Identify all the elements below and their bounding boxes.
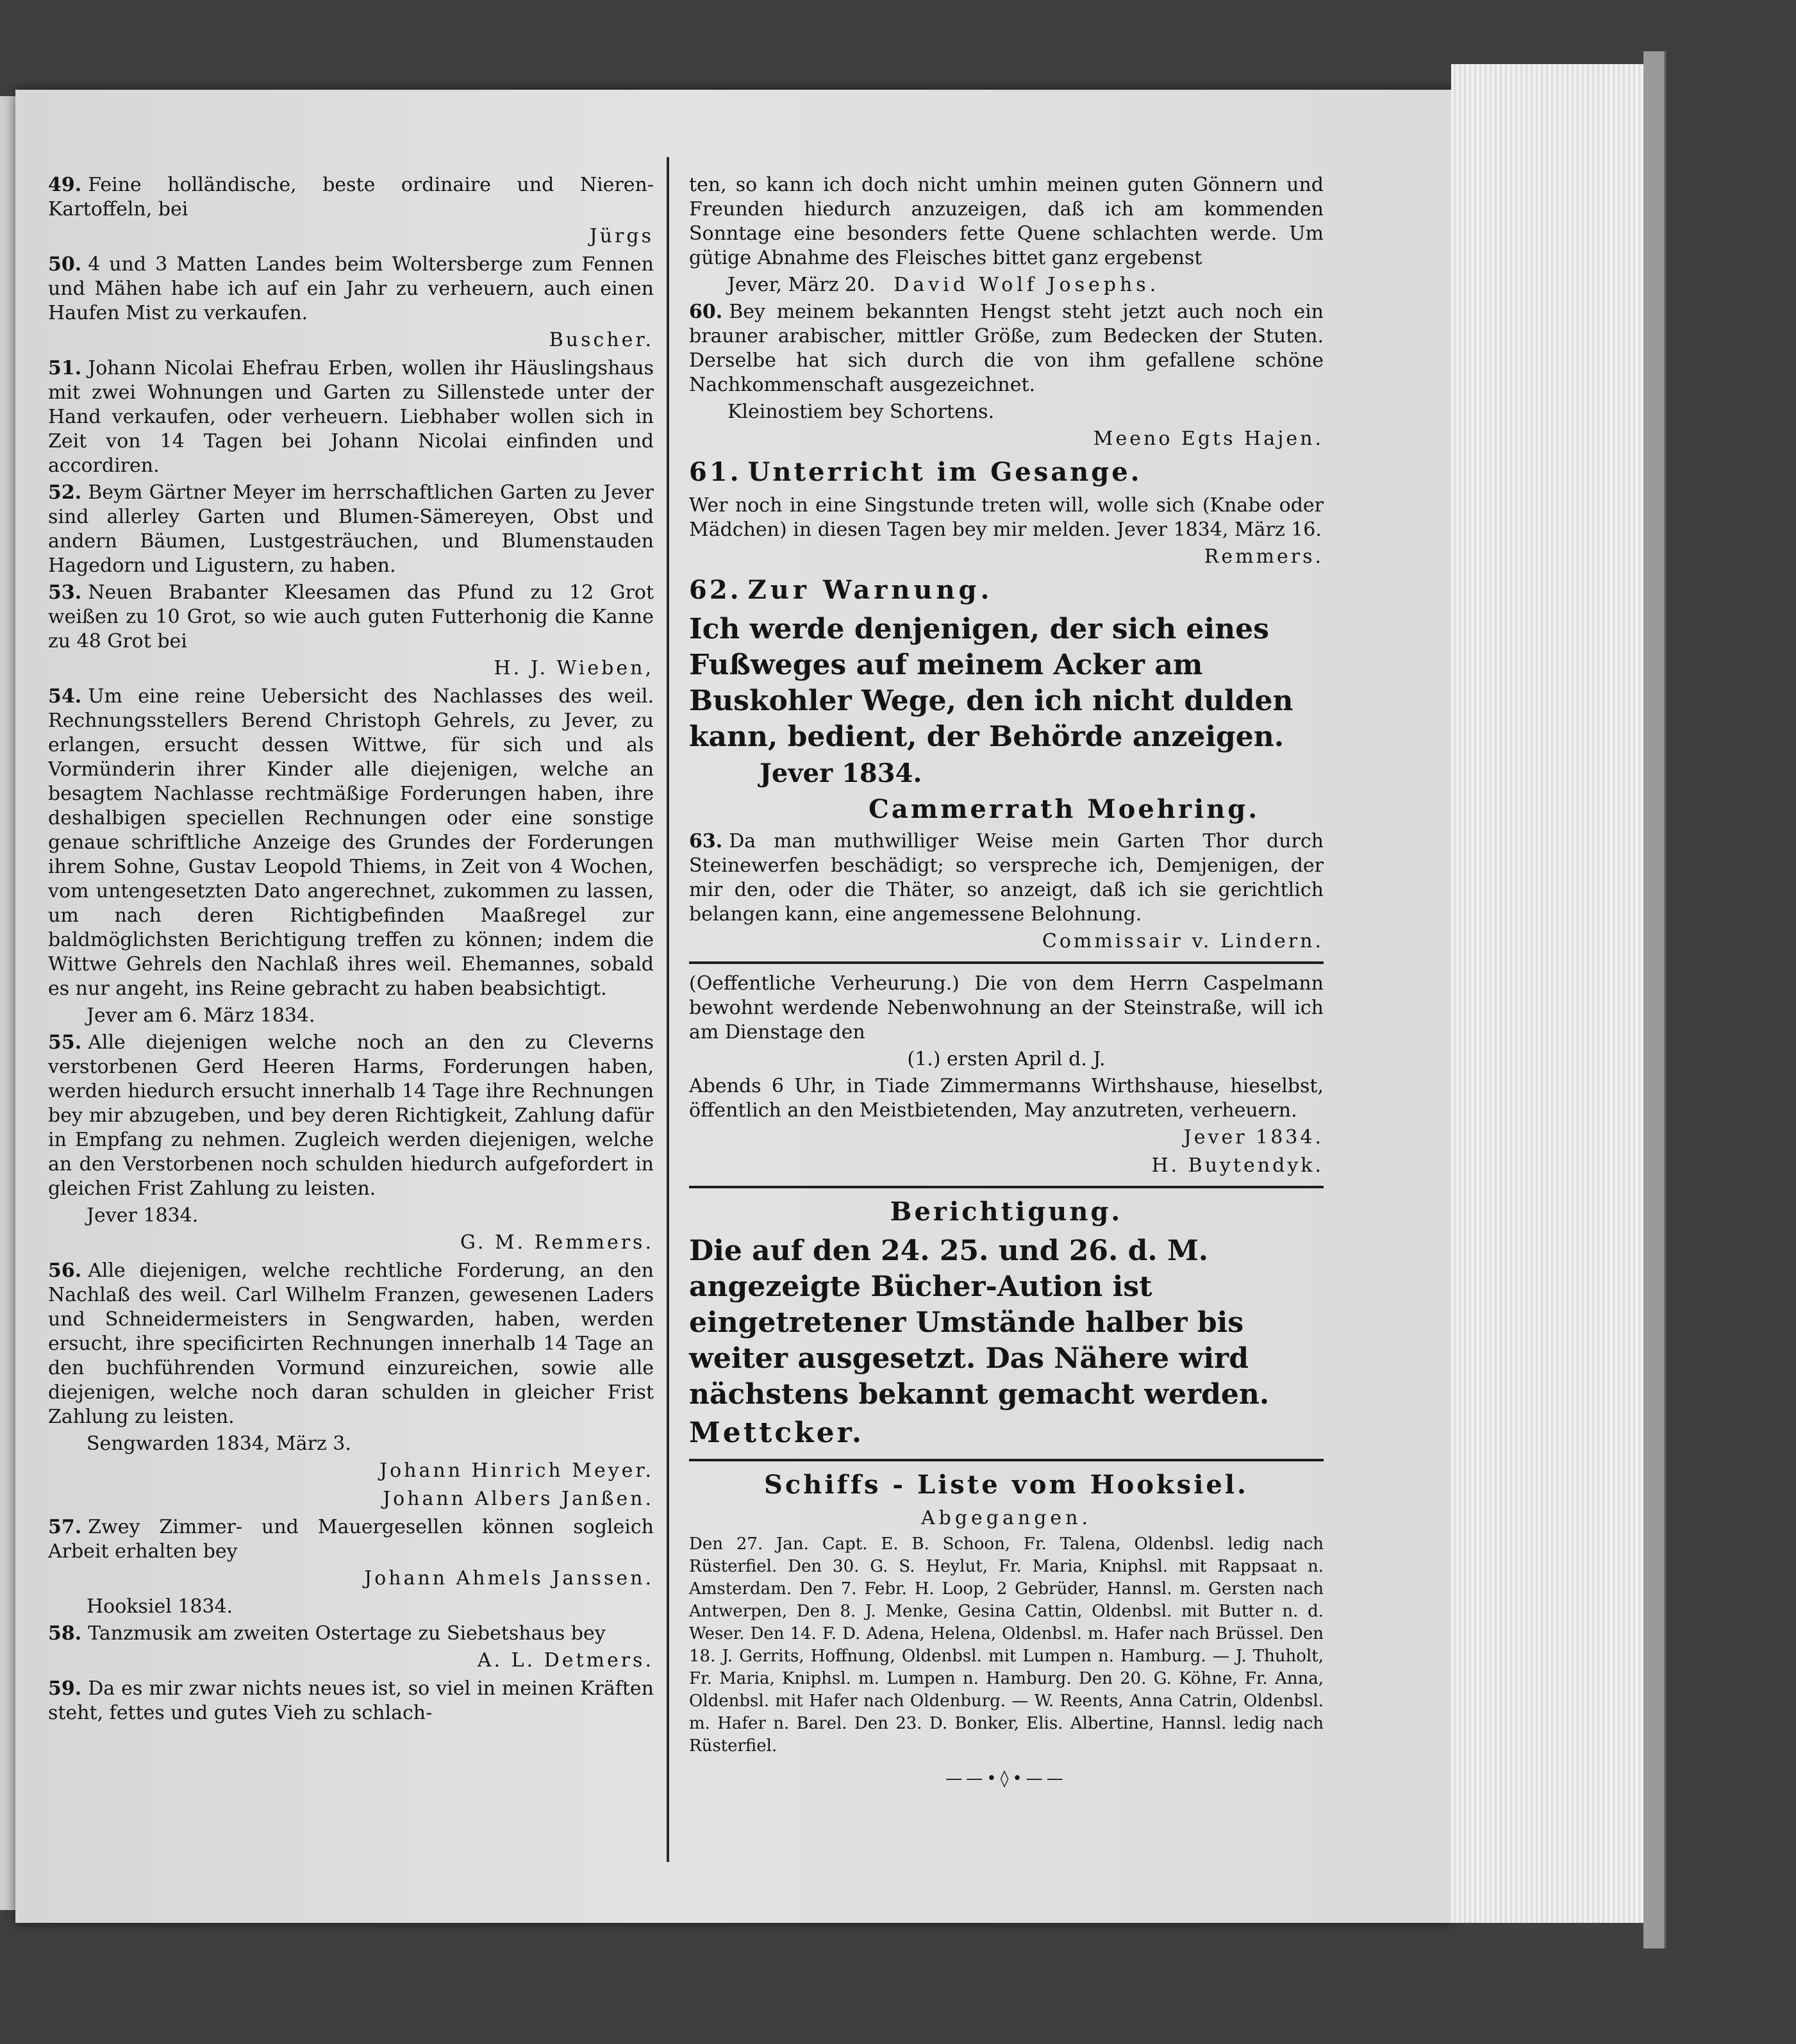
left-column — [48, 173, 654, 1728]
book-cover-edge — [1643, 51, 1666, 1948]
verheurung-date-line: (1.) ersten April d. J. — [907, 1048, 1106, 1070]
signature-49: Jürgs — [589, 225, 654, 247]
heading-schiffsliste: Schiffs - Liste vom Hooksiel. — [764, 1470, 1249, 1500]
notice-49: 49. Feine holländische, beste ordinaire und Nieren-Kartoffeln, bei — [48, 174, 654, 220]
ornament-divider: ——•◊•—— — [945, 1769, 1067, 1788]
date-62: Jever 1834. — [760, 758, 922, 788]
notice-59: 59. Da es mir zwar nichts neues ist, so viel in meinen Kräften steht, fettes und gutes Vieh zu schlach- — [48, 1677, 654, 1724]
notice-55: 55. Alle diejenigen welche noch an den zu Cleverns verstorbenen Gerd Heeren Harms, Forderungen haben, werden hiedurch ersucht innerhalb 14 Tage ihre Rechnungen bey mir abzugeben, und bey deren Richtigkeit, Zahlung dafür in Empfang zu nehmen. Zugleich werden diejenigen, welche an den Verstorbenen noch schulden hiedurch aufgefordert in gleichen Frist Zahlung zu leisten. — [48, 1031, 654, 1200]
column-divider — [667, 157, 669, 1862]
signature-verheurung: H. Buytendyk. — [1151, 1154, 1324, 1177]
signature-60: Meeno Egts Hajen. — [1093, 428, 1324, 450]
previous-page-edge — [0, 96, 16, 1910]
section-rule-3 — [689, 1459, 1324, 1461]
heading-62: 62. Zur Warnung. — [689, 575, 994, 605]
notice-50: 50. 4 und 3 Matten Landes beim Woltersberge zum Fennen und Mähen habe ich auf ein Jahr zu verheuern, auch einen Haufen Mist zu verkaufen. — [48, 253, 654, 324]
notice-61: Wer noch in eine Singstunde treten will, wolle sich (Knabe oder Mädchen) in diesen Tagen bey mir melden. Jever 1834, März 16. — [689, 494, 1324, 541]
notice-57: 57. Zwey Zimmer- und Mauergesellen können sogleich Arbeit erhalten bey — [48, 1516, 654, 1563]
signature-berichtigung: Mettcker. — [689, 1417, 865, 1449]
notice-verheurung-cont: Abends 6 Uhr, in Tiade Zimmermanns Wirthshause, hieselbst, öffentlich an den Meistbietenden, May anzutreten, verheuern. — [689, 1075, 1324, 1122]
notice-54: 54. Um eine reine Uebersicht des Nachlasses des weil. Rechnungsstellers Berend Christoph Gehrels, zu Jever, zu erlangen, ersucht dessen Wittwe, für sich und als Vormünderin ihrer Kinder alle diejenigen, welche an besagtem Nachlasse rechtmäßige Forderungen haben, ihre deshalbigen speciellen Rechnungen oder eine sonstige genaue schriftliche Anzeige des Grundes der Forderungen ihrem Sohne, Gustav Leopold Thiems, in Zeit von 4 Wochen, vom untengesetzten Dato angerechnet, zukommen zu lassen, um nach deren Richtigbefinden Maaßregel zur baldmöglichsten Berichtigung treffen zu können; indem die Wittwe Gehrels den Nachlaß ihres weil. Ehemannes, sobald es nur angeht, ins Reine gebracht zu haben beabsichtigt. — [48, 685, 654, 1000]
notice-53: 53. Neuen Brabanter Kleesamen das Pfund zu 12 Grot weißen zu 10 Grot, so wie auch guten Futterhonig die Kanne zu 48 Grot bei — [48, 581, 654, 652]
notice-63: 63. Da man muthwilliger Weise mein Garten Thor durch Steinewerfen beschädigt; so verspreche ich, Demjenigen, der mir den, oder die Thäter, so anzeigt, daß ich sie gerichtlich belangen kann, eine angemessene Belohnung. — [689, 830, 1324, 926]
signature-58: A. L. Detmers. — [477, 1649, 654, 1672]
notice-51: 51. Johann Nicolai Ehefrau Erben, wollen ihr Häuslingshaus mit zwei Wohnungen und Garten zu Sillenstede unter der Hand verkaufen, oder verheuern. Liebhaber wollen sich in Zeit von 14 Tagen bei Johann Nicolai einfinden und accordiren. — [48, 357, 654, 477]
notice-56: 56. Alle diejenigen, welche rechtliche Forderung, an den Nachlaß des weil. Carl Wilhelm Franzen, gewesenen Laders und Schneidermeisters in Sengwarden, haben, werden ersucht, ihre specificirten Rechnungen innerhalb 14 Tage an den buchführenden Vormund einzureichen, sowie alle diejenigen, welche noch daran schulden in gleicher Frist Zahlung zu leisten. — [48, 1259, 654, 1428]
right-column — [689, 173, 1324, 1793]
date-signature-59: Jever, März 20. David Wolf Josephs. — [728, 274, 1160, 296]
notice-60: 60. Bey meinem bekannten Hengst steht jetzt auch noch ein brauner arabischer, mittler Größe, zum Bedecken der Stuten. Derselbe hat sich durch die von ihm gefallene schöne Nachkommenschaft ausgezeichnet. — [689, 301, 1324, 396]
section-rule-2 — [689, 1186, 1324, 1188]
signature-63: Commissair v. Lindern. — [1042, 930, 1324, 952]
signature-62: Cammerrath Moehring. — [869, 794, 1260, 824]
book-fore-edge — [1451, 64, 1646, 1923]
notice-58: 58. Tanzmusik am zweiten Ostertage zu Siebetshaus bey — [48, 1622, 606, 1645]
notice-berichtigung: Die auf den 24. 25. und 26. d. M. angezeigte Bücher-Aution ist eingetretener Umstände halber bis weiter ausgesetzt. Das Nähere wird nächstens bekannt gemacht werden. — [689, 1234, 1270, 1411]
signature-50: Buscher. — [549, 329, 654, 351]
notice-59-continued: ten, so kann ich doch nicht umhin meinen guten Gönnern und Freunden hiedurch anzuzeigen, daß ich am kommenden Sonntage eine besonders fette Quene schlachten werde. Um gütige Abnahme des Fleisches bittet ganz ergebenst — [689, 174, 1324, 269]
signature-56a: Johann Hinrich Meyer. — [379, 1459, 654, 1482]
date-54: Jever am 6. März 1834. — [87, 1004, 315, 1027]
heading-61: 61. Unterricht im Gesange. — [689, 457, 1142, 487]
signature-56b: Johann Albers Janßen. — [383, 1488, 654, 1510]
signature-55: G. M. Remmers. — [460, 1231, 654, 1254]
section-rule-1 — [689, 961, 1324, 964]
date-56: Sengwarden 1834, März 3. — [87, 1433, 351, 1455]
notice-verheurung: (Oeffentliche Verheurung.) Die von dem Herrn Caspelmann bewohnt werdende Nebenwohnung an der Steinstraße, will ich am Dienstage den — [689, 972, 1324, 1043]
signature-53: H. J. Wieben, — [494, 657, 654, 679]
subheading-abgegangen: Abgegangen. — [920, 1507, 1092, 1529]
signature-61: Remmers. — [1204, 545, 1324, 568]
notice-52: 52. Beym Gärtner Meyer im herrschaftlichen Garten zu Jever sind allerley Garten und Blumen-Sämereyen, Obst und andern Bäumen, Lustgesträuchen, und Blumenstauden Hagedorn und Ligustern, zu haben. — [48, 481, 654, 577]
date-verheurung: Jever 1834. — [1183, 1126, 1324, 1149]
heading-berichtigung: Berichtigung. — [890, 1197, 1123, 1227]
schiffsliste-text: Den 27. Jan. Capt. E. B. Schoon, Fr. Talena, Oldenbsl. ledig nach Rüsterfiel. Den 30. G. S. Heylut, Fr. Maria, Kniphsl. mit Rappsaat n. Amsterdam. Den 7. Febr. H. Loop, 2 Gebrüder, Hannsl. m. Gersten nach Antwerpen, Den 8. J. Menke, Gesina Cattin, Oldenbsl. mit Butter n. d. Weser. Den 14. F. D. Adena, Helena, Oldenbsl. m. Hafer nach Brüssel. Den 18. J. Gerrits, Hoffnung, Oldenbsl. mit Lumpen n. Hamburg. — J. Thuholt, Fr. Maria, Kniphsl. m. Lumpen n. Hamburg. Den 20. G. Köhne, Fr. Anna, Oldenbsl. mit Hafer nach Oldenburg. — W. Reents, Anna Catrin, Oldenbsl. m. Hafer n. Barel. Den 23. D. Bonker, Elis. Albertine, Hannsl. ledig nach Rüsterfiel. — [689, 1534, 1324, 1756]
place-60: Kleinostiem bey Schortens. — [728, 401, 995, 423]
signature-57: Johann Ahmels Janssen. — [364, 1567, 654, 1590]
notice-62: Ich werde denjenigen, der sich eines Fußweges auf meinem Acker am Buskohler Wege, den ich nicht dulden kann, bedient, der Behörde anzeigen. — [689, 613, 1293, 753]
date-55: Jever 1834. — [87, 1204, 199, 1227]
date-57: Hooksiel 1834. — [87, 1595, 233, 1618]
